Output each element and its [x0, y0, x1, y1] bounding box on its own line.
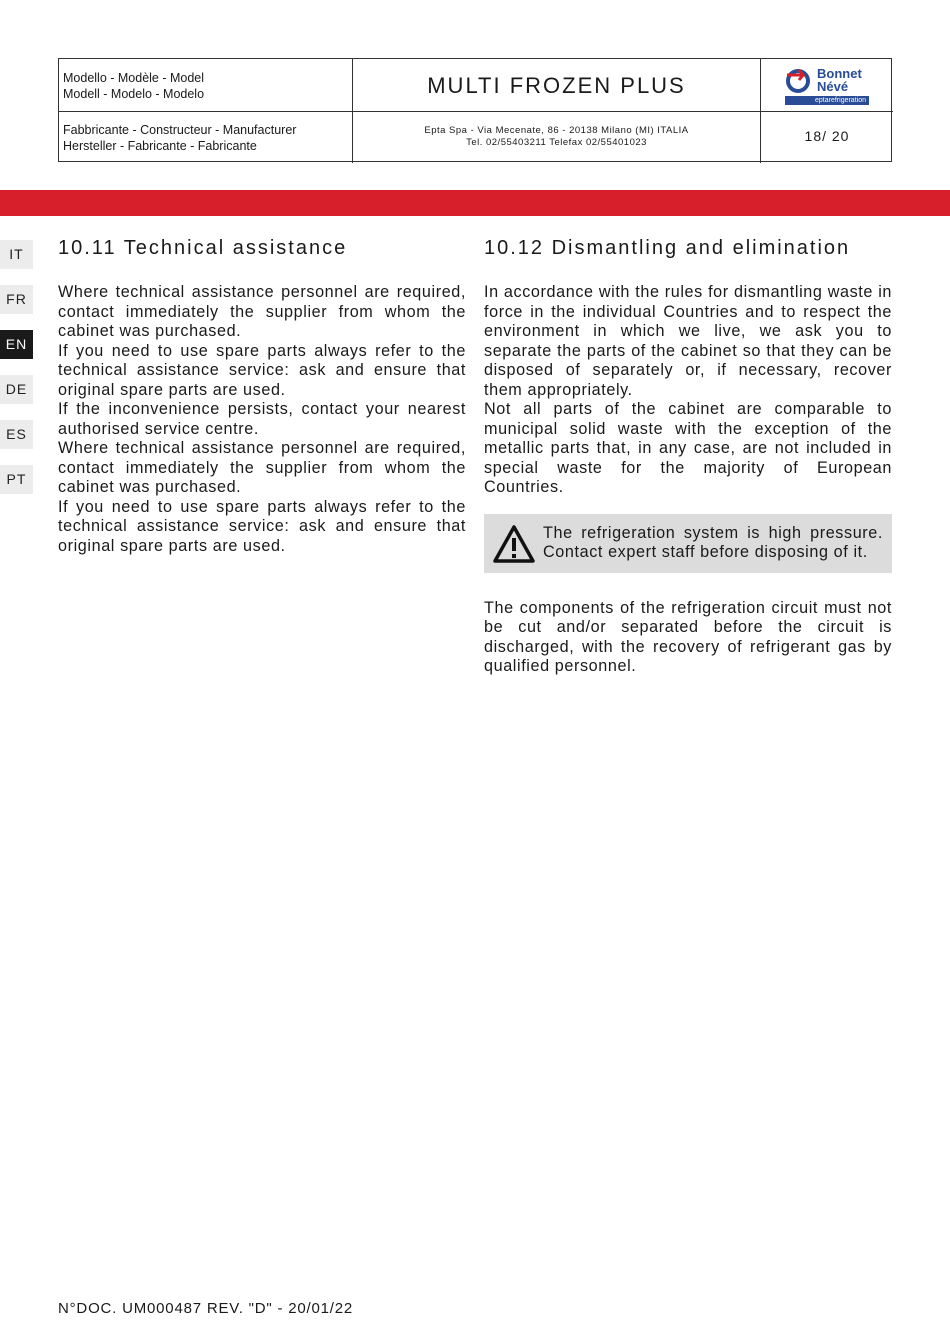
paragraph: If you need to use spare parts always refer to the technical assistance service: ask and ensure that original spare parts are used.	[58, 497, 466, 555]
model-label-line-1: Modello - Modèle - Model	[63, 71, 205, 85]
logo-arrow-icon	[783, 67, 817, 95]
page-number: 18/ 20	[804, 128, 850, 144]
paragraph: Not all parts of the cabinet are comparable to municipal solid waste with the exception of the metallic parts that, in any case, are not included in special waste for the majority of European Countries.	[484, 400, 892, 496]
paragraph: The components of the refrigeration circuit must not be cut and/or separated before the circuit is discharged, with the recovery of refrigerant gas by qualified personnel.	[484, 598, 892, 675]
paragraph: Where technical assistance personnel are required, contact immediately the supplier from whom the cabinet was purchased.	[58, 283, 466, 340]
section-title: 10.11 Technical assistance	[58, 237, 348, 259]
warning-text: The refrigeration system is high pressure. Contact expert staff before disposing of it.	[543, 523, 883, 561]
paragraph: Where technical assistance personnel are required, contact immediately the supplier from whom the cabinet was purchased.	[58, 439, 466, 496]
logo-cell	[761, 59, 893, 112]
section-technical-assistance	[58, 235, 466, 556]
lang-tab-fr[interactable]: FR	[0, 285, 33, 314]
paragraph: If the inconvenience persists, contact your nearest authorised service centre.	[58, 400, 466, 438]
lang-tab-en[interactable]: EN	[0, 330, 33, 359]
lang-tab-it[interactable]: IT	[0, 240, 33, 269]
manufacturer-label-line-1: Fabbricante - Constructeur - Manufacturer	[63, 123, 297, 137]
lang-tab-es[interactable]: ES	[0, 420, 33, 449]
address-line-1: Epta Spa - Via Mecenate, 86 - 20138 Milano (MI) ITALIA	[424, 125, 689, 136]
model-title: MULTI FROZEN PLUS	[353, 59, 761, 112]
model-label-line-2: Modell - Modelo - Modelo	[63, 87, 205, 101]
lang-tab-de[interactable]: DE	[0, 375, 33, 404]
paragraph: In accordance with the rules for dismantling waste in force in the individual Countries and to respect the environment in which we live, we ask you to separate the parts of the cabinet so that they can be disposed of separately or, if necessary, recover them appropriately.	[484, 283, 892, 399]
logo-brand-line-2: Névé	[817, 79, 849, 94]
manufacturer-address	[353, 112, 761, 163]
logo-brand-text	[817, 67, 862, 93]
document-number: N°DOC. UM000487 REV. "D" - 20/01/22	[58, 1300, 354, 1317]
manufacturer-label	[59, 112, 353, 163]
section-title: 10.12 Dismantling and elimination	[484, 237, 851, 259]
paragraph: If you need to use spare parts always refer to the technical assistance service: ask and ensure that original spare parts are used.	[58, 341, 466, 399]
red-band	[0, 190, 950, 216]
logo-subtitle: eptarefrigeration	[785, 96, 869, 105]
manufacturer-label-line-2: Hersteller - Fabricante - Fabricante	[63, 139, 257, 153]
lang-tab-pt[interactable]: PT	[0, 465, 33, 494]
warning-triangle-icon	[492, 524, 536, 564]
model-label	[59, 59, 353, 112]
section-dismantling	[484, 235, 892, 677]
document-header	[58, 58, 892, 162]
warning-notice	[484, 514, 892, 573]
address-line-2: Tel. 02/55403211 Telefax 02/55401023	[466, 137, 647, 148]
logo-brand-line-1: Bonnet	[817, 66, 862, 81]
bonnet-neve-logo	[783, 67, 873, 105]
